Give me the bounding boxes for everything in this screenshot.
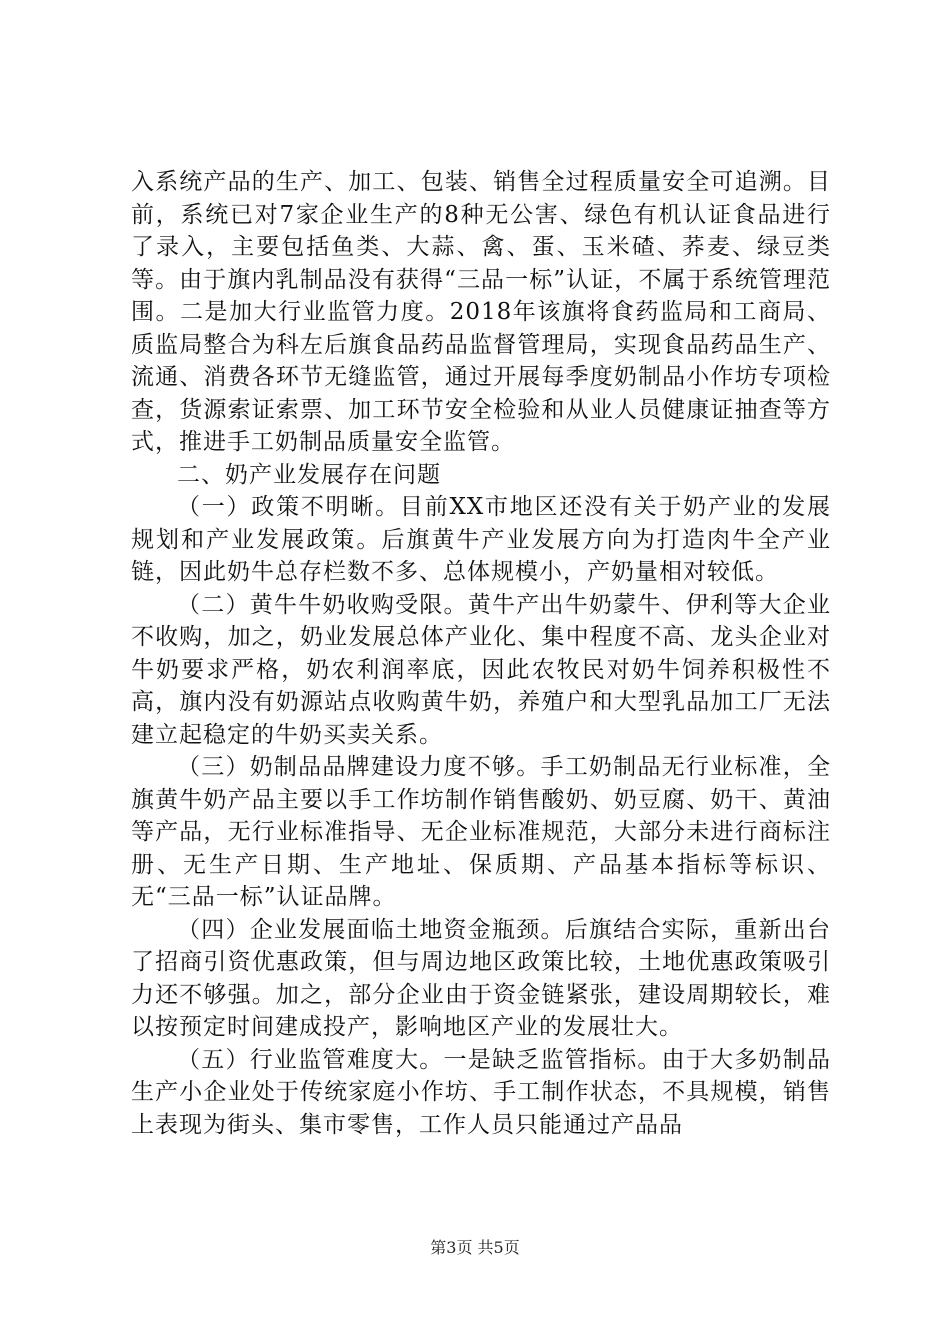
paragraph-regulation: （五）行业监管难度大。一是缺乏监管指标。由于大多奶制品生产小企业处于传统家庭小作坊、手工制作状态，不具规模，销售上表现为街头、集市零售，工作人员只能通过产品品 [131, 1046, 831, 1138]
document-body [131, 166, 831, 1141]
paragraph-continued: 入系统产品的生产、加工、包装、销售全过程质量安全可追溯。目前，系统已对7家企业生产的8种无公害、绿色有机认证食品进行了录入，主要包括鱼类、大蒜、禽、蛋、玉米碴、荞麦、绿豆类等。由于旗内乳制品没有获得“三品一标”认证，不属于系统管理范围。二是加大行业监管力度。2018年该旗将食药监局和工商局、质监局整合为科左后旗食品药品监督管理局，实现食品药品生产、流通、消费各环节无缝监管，通过开展每季度奶制品小作坊专项检查，货源索证索票、加工环节安全检验和从业人员健康证抽查等方式，推进手工奶制品质量安全监管。 [131, 169, 831, 455]
section-heading: 二、奶产业发展存在问题 [177, 461, 441, 488]
page-footer: 第3页 共5页 [430, 1238, 520, 1257]
paragraph-purchase: （二）黄牛牛奶收购受限。黄牛产出牛奶蒙牛、伊利等大企业不收购，加之，奶业发展总体产业化、集中程度不高、龙头企业对牛奶要求严格，奶农利润率底，因此农牧民对奶牛饲养积极性不高，旗内没有奶源站点收购黄牛奶，养殖户和大型乳品加工厂无法建立起稳定的牛奶买卖关系。 [131, 591, 831, 748]
paragraph-policy: （一）政策不明晰。目前XX市地区还没有关于奶产业的发展规划和产业发展政策。后旗黄牛产业发展方向为打造肉牛全产业链，因此奶牛总存栏数不多、总体规模小，产奶量相对较低。 [131, 494, 831, 585]
paragraph-brand: （三）奶制品品牌建设力度不够。手工奶制品无行业标准，全旗黄牛奶产品主要以手工作坊制作销售酸奶、奶豆腐、奶干、黄油等产品，无行业标准指导、无企业标准规范，大部分未进行商标注册、无生产日期、生产地址、保质期、产品基本指标等标识、无“三品一标”认证品牌。 [131, 754, 831, 910]
paragraph-land-capital: （四）企业发展面临土地资金瓶颈。后旗结合实际，重新出台了招商引资优惠政策，但与周边地区政策比较，土地优惠政策吸引力还不够强。加之，部分企业由于资金链紧张，建设周期较长，难以按预定时间建成投产，影响地区产业的发展壮大。 [131, 916, 831, 1040]
